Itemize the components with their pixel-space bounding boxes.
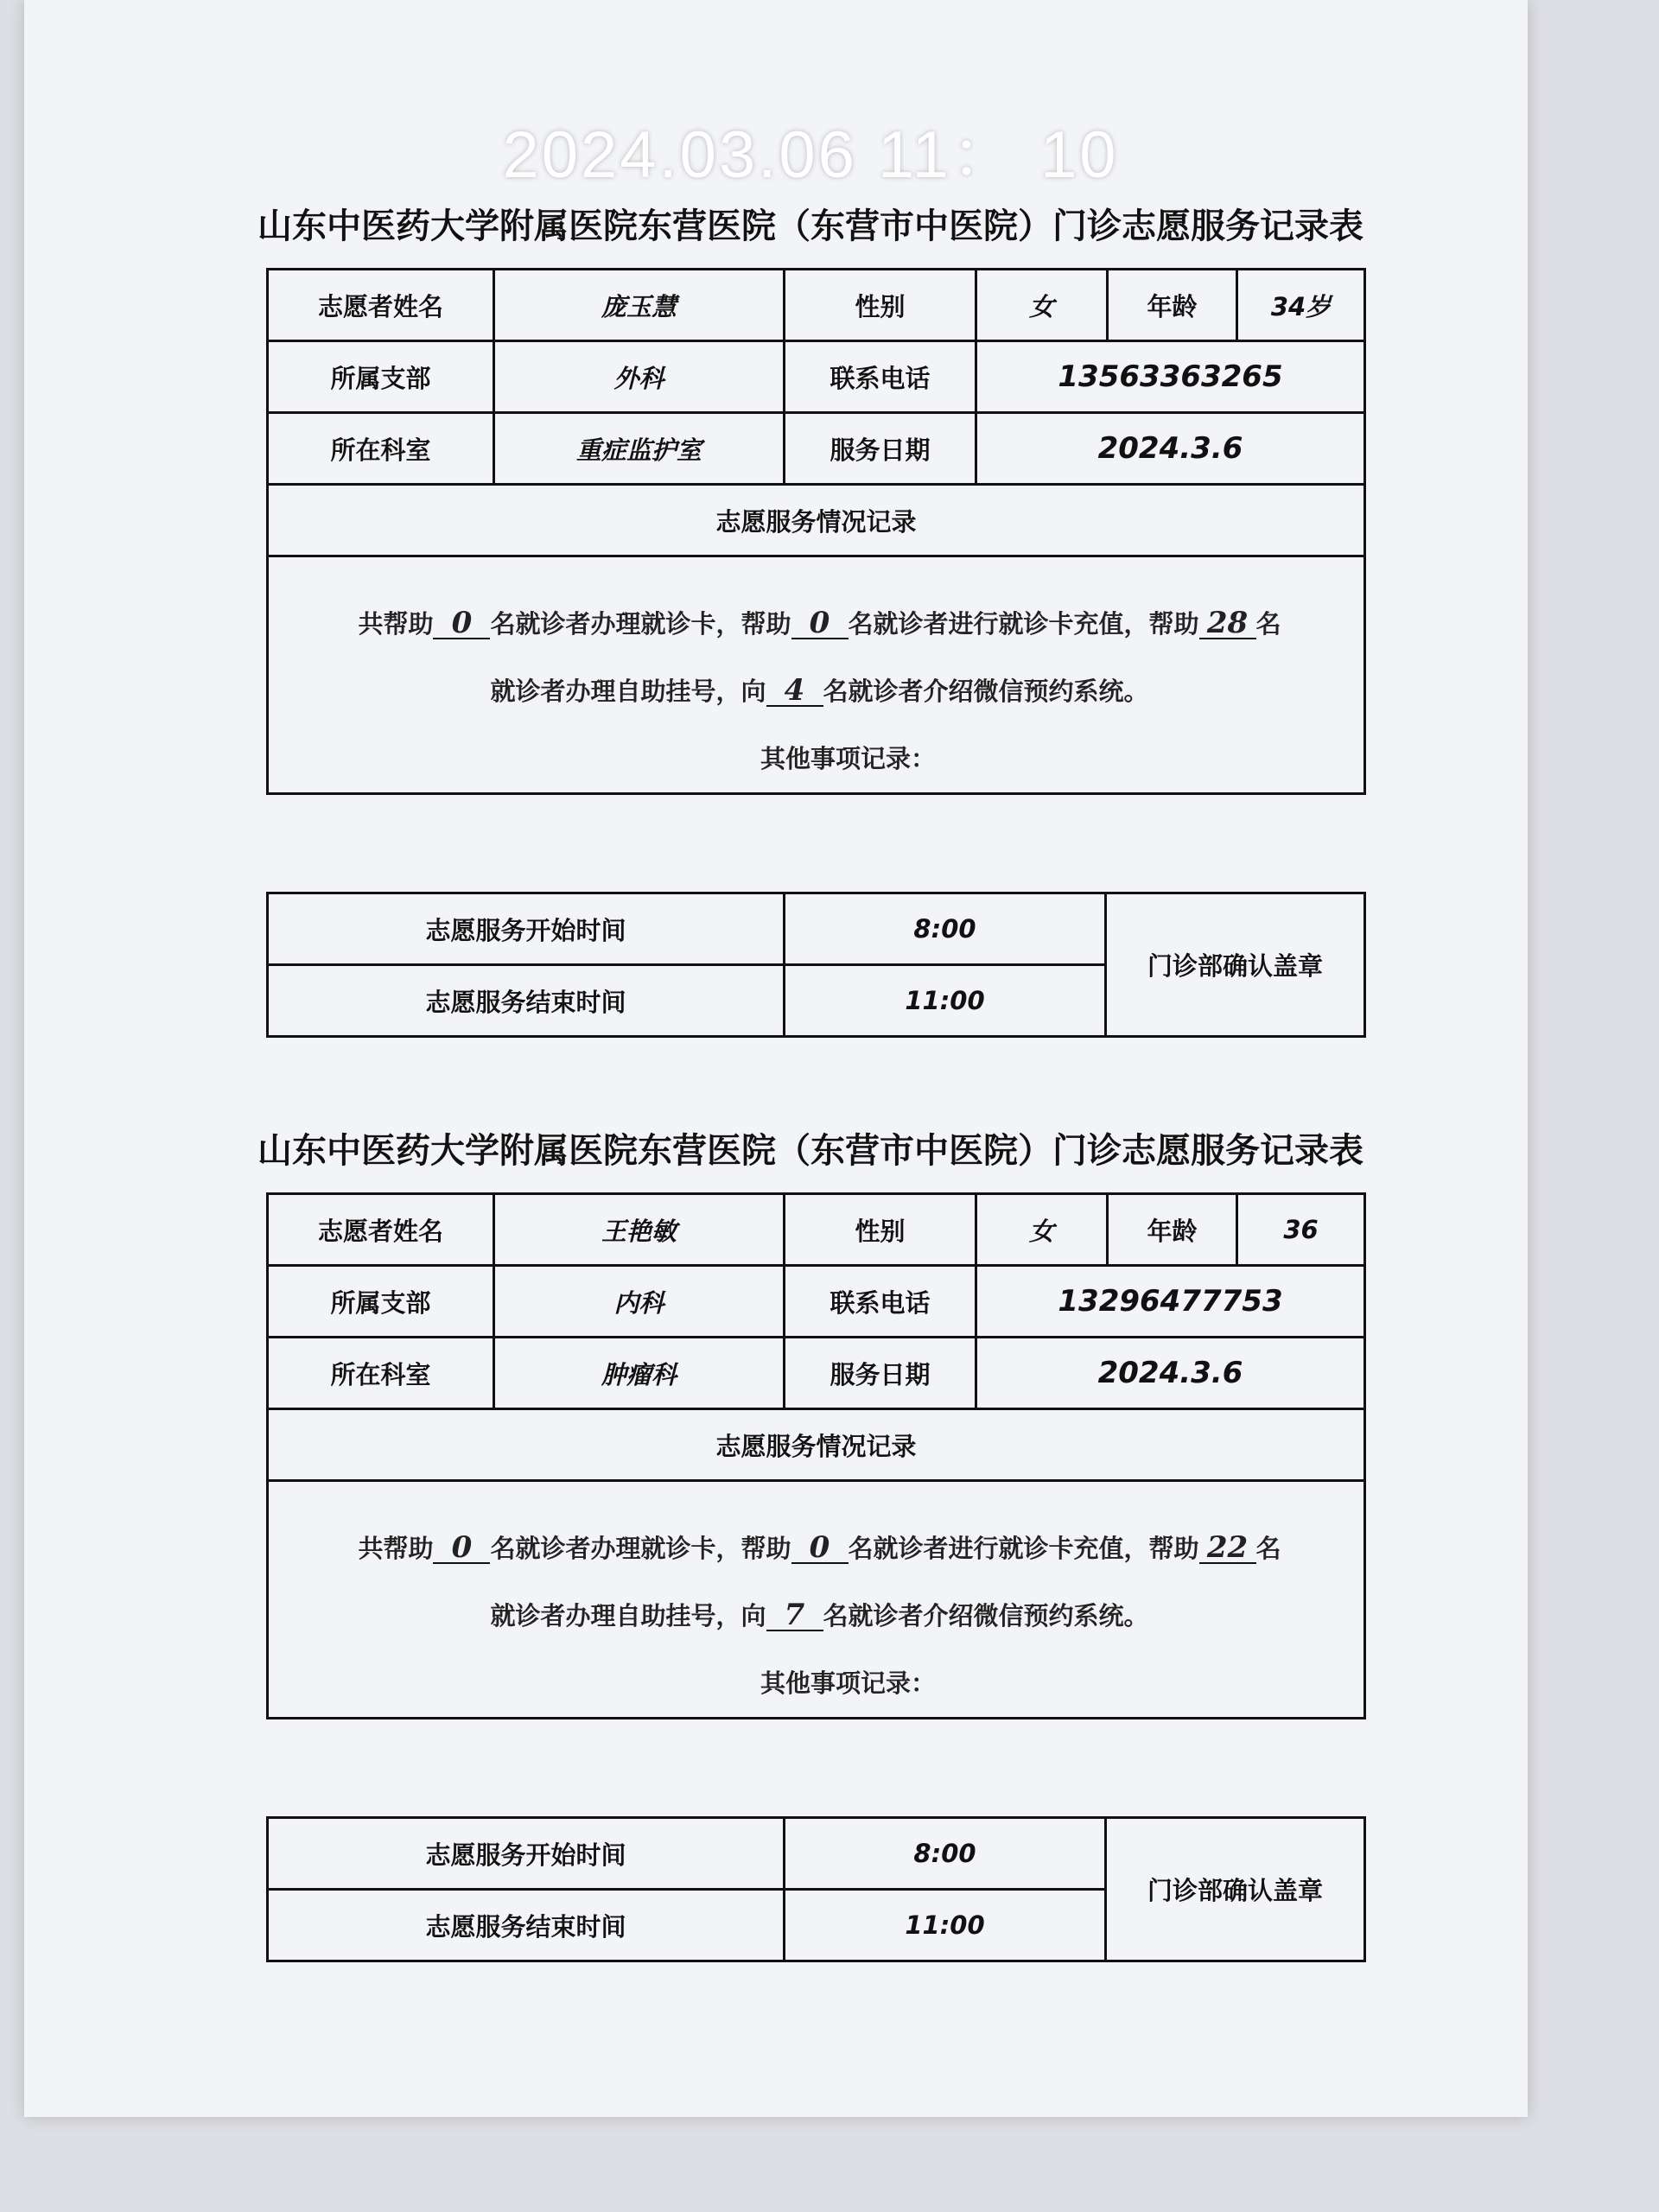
other-notes-label: 其他事项记录：	[760, 1669, 936, 1698]
form-title: 山东中医药大学附属医院东营医院（东营市中医院）门诊志愿服务记录表	[257, 206, 1363, 246]
value-end-time[interactable]: 11:00	[785, 965, 1106, 1037]
paper-sheet	[24, 0, 1528, 2117]
label-service-date: 服务日期	[785, 1338, 976, 1409]
value-name[interactable]: 庞玉慧	[494, 270, 785, 341]
service-record-body	[268, 1481, 1365, 1719]
blank-wechat-intro[interactable]: 4	[766, 676, 823, 707]
label-gender: 性别	[785, 1194, 976, 1266]
value-branch[interactable]: 外科	[494, 341, 785, 413]
form-title: 山东中医药大学附属医院东营医院（东营市中医院）门诊志愿服务记录表	[257, 1130, 1363, 1171]
value-service-date[interactable]: 2024.3.6	[976, 1338, 1365, 1409]
sentence-part: 名就诊者办理就诊卡，帮助	[490, 609, 791, 639]
label-start-time: 志愿服务开始时间	[268, 1818, 785, 1890]
photo-timestamp: 2024.03.06 11： 10	[502, 118, 1119, 192]
value-department[interactable]: 重症监护室	[494, 413, 785, 485]
value-name[interactable]: 王艳敏	[494, 1194, 785, 1266]
section-heading: 志愿服务情况记录	[268, 485, 1365, 556]
blank-cards-issued[interactable]: 0	[433, 1533, 490, 1564]
label-gender: 性别	[785, 270, 976, 341]
blank-wechat-intro[interactable]: 7	[766, 1600, 823, 1631]
blank-self-register[interactable]: 28	[1199, 608, 1256, 639]
sentence-part: 共帮助	[358, 609, 434, 639]
sentence-part: 名就诊者介绍微信预约系统。	[823, 677, 1149, 706]
label-department: 所在科室	[268, 413, 494, 485]
label-end-time: 志愿服务结束时间	[268, 965, 785, 1037]
value-start-time[interactable]: 8:00	[785, 1818, 1106, 1890]
sentence-part: 名	[1255, 609, 1281, 639]
value-branch[interactable]: 内科	[494, 1266, 785, 1338]
value-age[interactable]: 34岁	[1237, 270, 1365, 341]
value-end-time[interactable]: 11:00	[785, 1890, 1106, 1961]
sentence-part: 名就诊者介绍微信预约系统。	[823, 1601, 1149, 1630]
label-stamp: 门诊部确认盖章	[1106, 893, 1365, 1037]
sentence-part: 名就诊者进行就诊卡充值，帮助	[848, 609, 1199, 639]
label-end-time: 志愿服务结束时间	[268, 1890, 785, 1961]
label-phone: 联系电话	[785, 1266, 976, 1338]
label-stamp: 门诊部确认盖章	[1106, 1818, 1365, 1961]
label-name: 志愿者姓名	[268, 270, 494, 341]
value-service-date[interactable]: 2024.3.6	[976, 413, 1365, 485]
sentence-part: 就诊者办理自助挂号，向	[490, 677, 766, 706]
value-age[interactable]: 36	[1237, 1194, 1365, 1266]
value-phone[interactable]: 13296477753	[976, 1266, 1365, 1338]
label-branch: 所属支部	[268, 341, 494, 413]
blank-self-register[interactable]: 22	[1199, 1533, 1256, 1564]
blank-cards-topped[interactable]: 0	[791, 608, 849, 639]
blank-cards-topped[interactable]: 0	[791, 1533, 849, 1564]
blank-cards-issued[interactable]: 0	[433, 608, 490, 639]
label-name: 志愿者姓名	[268, 1194, 494, 1266]
time-table	[266, 1816, 1366, 1962]
value-gender[interactable]: 女	[976, 1194, 1108, 1266]
record-table	[266, 1192, 1366, 1719]
time-table	[266, 892, 1366, 1038]
label-start-time: 志愿服务开始时间	[268, 893, 785, 965]
sentence-part: 名就诊者办理就诊卡，帮助	[490, 1534, 791, 1563]
value-phone[interactable]: 13563363265	[976, 341, 1365, 413]
other-notes-label: 其他事项记录：	[760, 744, 936, 773]
sentence-part: 名就诊者进行就诊卡充值，帮助	[848, 1534, 1199, 1563]
sentence-part: 名	[1255, 1534, 1281, 1563]
section-heading: 志愿服务情况记录	[268, 1409, 1365, 1481]
label-branch: 所属支部	[268, 1266, 494, 1338]
value-start-time[interactable]: 8:00	[785, 893, 1106, 965]
label-age: 年龄	[1108, 1194, 1237, 1266]
label-department: 所在科室	[268, 1338, 494, 1409]
value-department[interactable]: 肿瘤科	[494, 1338, 785, 1409]
label-service-date: 服务日期	[785, 413, 976, 485]
sentence-part: 就诊者办理自助挂号，向	[490, 1601, 766, 1630]
sentence-part: 共帮助	[358, 1534, 434, 1563]
value-gender[interactable]: 女	[976, 270, 1108, 341]
record-table	[266, 268, 1366, 795]
service-record-body	[268, 556, 1365, 794]
label-phone: 联系电话	[785, 341, 976, 413]
label-age: 年龄	[1108, 270, 1237, 341]
